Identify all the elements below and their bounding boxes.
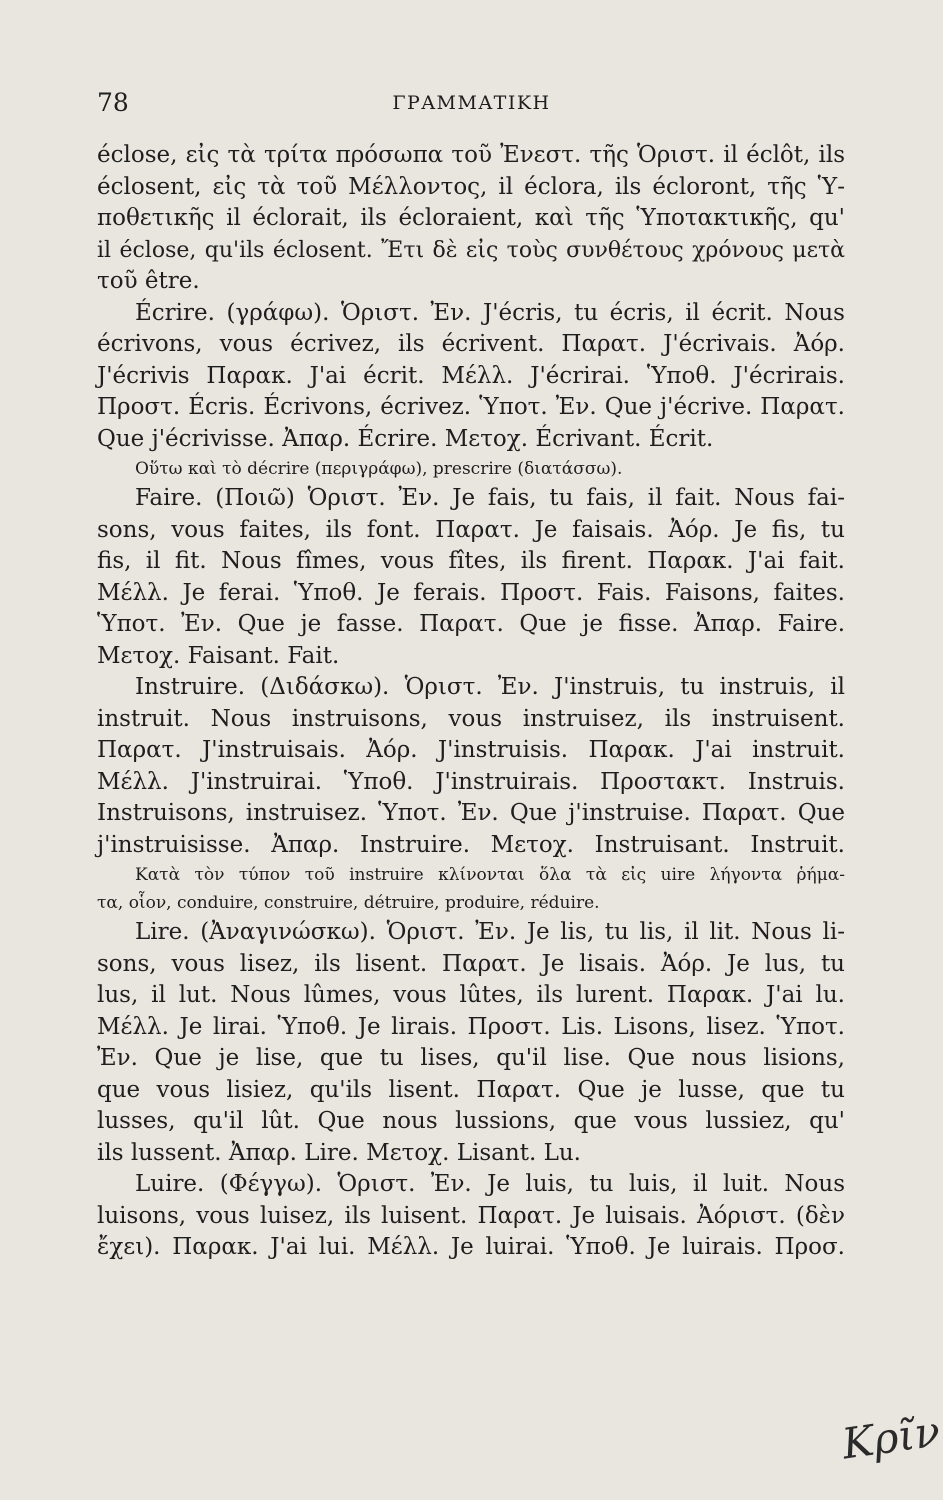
entry-lire-line: Lire. (Ἀναγινώσκω). Ὁριστ. Ἐν. Je lis, tu lis, il lit. Nous li- [135, 919, 845, 945]
text-line: j'instruisisse. Ἀπαρ. Instruire. Μετοχ. Instruisant. Instruit. [97, 831, 845, 858]
note-line: τα, οἷον, conduire, construire, détruire, produire, réduire. [97, 893, 600, 913]
entry-ecrire-line: Écrire. (γράφω). Ὁριστ. Ἐν. J'écris, tu écris, il écrit. Nous [135, 299, 845, 326]
text-line: Παρατ. J'instruisais. Ἀόρ. J'instruisis. Παρακ. J'ai instruit. [97, 737, 845, 763]
text-line: éclosent, εἰς τὰ τοῦ Μέλλοντος, il éclora, ils écloront, τῆς Ὑ- [97, 173, 845, 200]
text-line: fis, il fit. Nous fîmes, vous fîtes, ils firent. Παρακ. J'ai fait. [97, 548, 845, 574]
text-line: instruit. Nous instruisons, vous instruisez, ils instruisent. [97, 705, 845, 732]
text-line: Que j'écrivisse. Ἀπαρ. Écrire. Μετοχ. Écrivant. Écrit. [97, 425, 714, 452]
text-line: Ὑποτ. Ἐν. Que je fasse. Παρατ. Que je fisse. Ἀπαρ. Faire. [97, 611, 845, 637]
text-line: Προστ. Écris. Écrivons, écrivez. Ὑποτ. Ἐν. Que j'écrive. Παρατ. [97, 394, 845, 420]
page-header [97, 88, 846, 124]
text-line: lusses, qu'il lût. Que nous lussions, que vous lussiez, qu' [97, 1108, 845, 1134]
text-line: sons, vous faites, ils font. Παρατ. Je faisais. Ἀόρ. Je fis, tu [97, 516, 845, 543]
entry-luire-line: Luire. (Φέγγω). Ὁριστ. Ἐν. Je luis, tu luis, il luit. Nous [135, 1171, 845, 1197]
text-line: ποθετικῆς il éclorait, ils écloraient, καὶ τῆς Ὑποτακτικῆς, qu' [97, 205, 845, 231]
text-line: τοῦ être. [97, 268, 200, 294]
text-line: Μετοχ. Faisant. Fait. [97, 642, 340, 669]
text-line: il éclose, qu'ils éclosent. Ἔτι δὲ εἰς τοὺς συνθέτους χρόνους μετὰ [97, 237, 845, 263]
text-line: Μέλλ. Je ferai. Ὑποθ. Je ferais. Προστ. Fais. Faisons, faites. [97, 579, 845, 606]
text-line: éclose, εἰς τὰ τρίτα πρόσωπα τοῦ Ἐνεστ. τῆς Ὁριστ. il éclôt, ils [97, 142, 845, 168]
body-text [97, 140, 845, 1264]
running-title: ΓΡΑΜΜΑΤΙΚΗ [392, 92, 551, 114]
text-line: écrivons, vous écrivez, ils écrivent. Παρατ. J'écrivais. Ἀόρ. [97, 331, 845, 357]
note-line: Κατὰ τὸν τύπον τοῦ instruire κλίνονται ὅλα τὰ εἰς uire λήγοντα ῥήμα- [135, 865, 845, 885]
text-line: sons, vous lisez, ils lisent. Παρατ. Je lisais. Ἀόρ. Je lus, tu [97, 950, 845, 977]
text-line: que vous lisiez, qu'ils lisent. Παρατ. Que je lusse, que tu [97, 1076, 845, 1103]
handwritten-margin-note: Κρῖν [839, 1406, 943, 1469]
entry-faire-line: Faire. (Ποιῶ) Ὁριστ. Ἐν. Je fais, tu fais, il fait. Nous fai- [135, 485, 845, 511]
text-line: Μέλλ. Je lirai. Ὑποθ. Je lirais. Προστ. Lis. Lisons, lisez. Ὑποτ. [97, 1013, 845, 1040]
text-line: Instruisons, instruisez. Ὑποτ. Ἐν. Que j'instruise. Παρατ. Que [97, 800, 845, 826]
note-line: Οὕτω καὶ τὸ décrire (περιγράφω), prescrire (διατάσσω). [135, 459, 623, 479]
text-line: J'écrivis Παρακ. J'ai écrit. Μέλλ. J'écrirai. Ὑποθ. J'écrirais. [97, 362, 845, 389]
page-number: 78 [97, 88, 129, 117]
text-line: luisons, vous luisez, ils luisent. Παρατ. Je luisais. Ἀόριστ. (δὲν [97, 1202, 845, 1229]
text-line: lus, il lut. Nous lûmes, vous lûtes, ils lurent. Παρακ. J'ai lu. [97, 982, 845, 1008]
entry-instruire-line: Instruire. (Διδάσκω). Ὁριστ. Ἐν. J'instruis, tu instruis, il [135, 674, 845, 700]
text-line: Ἐν. Que je lise, que tu lises, qu'il lise. Que nous lisions, [97, 1045, 845, 1071]
text-line: ἔχει). Παρακ. J'ai lui. Μέλλ. Je luirai. Ὑποθ. Je luirais. Προσ. [97, 1234, 845, 1260]
text-line: ils lussent. Ἀπαρ. Lire. Μετοχ. Lisant. Lu. [97, 1139, 581, 1166]
text-line: Μέλλ. J'instruirai. Ὑποθ. J'instruirais. Προστακτ. Instruis. [97, 768, 845, 795]
